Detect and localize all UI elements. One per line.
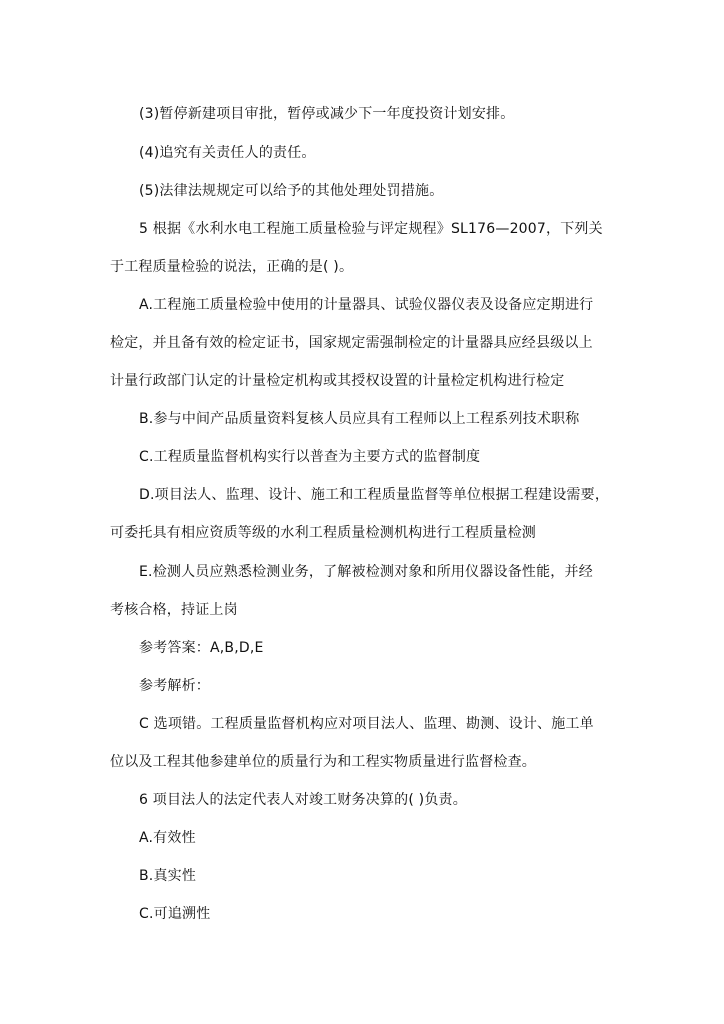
option-a-line: 计量行政部门认定的计量检定机构或其授权设置的计量检定机构进行检定: [110, 373, 565, 389]
q6-option-c-line: C.可追溯性: [139, 906, 211, 922]
analysis-heading: 参考解析：: [139, 678, 210, 694]
analysis-line: C 选项错。工程质量监督机构应对项目法人、监理、勘测、设计、施工单: [139, 716, 594, 732]
option-d-line: 可委托具有相应资质等级的水利工程质量检测机构进行工程质量检测: [110, 525, 536, 541]
paragraph-line: (3)暂停新建项目审批，暂停或减少下一年度投资计划安排。: [139, 106, 515, 122]
q6-option-a-line: A.有效性: [139, 830, 196, 846]
question-5-line: 5 根据《水利水电工程施工质量检验与评定规程》SL176—2007，下列关: [139, 221, 603, 237]
option-b-line: B.参与中间产品质量资料复核人员应具有工程师以上工程系列技术职称: [139, 411, 580, 427]
option-e-line: 考核合格，持证上岗: [110, 602, 238, 618]
option-c-line: C.工程质量监督机构实行以普查为主要方式的监督制度: [139, 449, 481, 465]
option-a-line: 检定，并且备有效的检定证书，国家规定需强制检定的计量器具应经县级以上: [110, 335, 593, 351]
question-6-line: 6 项目法人的法定代表人对竣工财务决算的( )负责。: [139, 792, 467, 808]
question-5-line: 于工程质量检验的说法，正确的是( )。: [110, 259, 354, 275]
option-a-line: A.工程施工质量检验中使用的计量器具、试验仪器仪表及设备应定期进行: [139, 297, 594, 313]
paragraph-line: (4)追究有关责任人的责任。: [139, 145, 316, 161]
option-e-line: E.检测人员应熟悉检测业务，了解被检测对象和所用仪器设备性能，并经: [139, 564, 593, 580]
answer-line: 参考答案：A,B,D,E: [139, 640, 264, 656]
option-d-line: D.项目法人、监理、设计、施工和工程质量监督等单位根据工程建设需要，: [139, 487, 610, 503]
analysis-line: 位以及工程其他参建单位的质量行为和工程实物质量进行监督检查。: [110, 754, 536, 770]
q6-option-b-line: B.真实性: [139, 868, 197, 884]
paragraph-line: (5)法律法规规定可以给予的其他处理处罚措施。: [139, 183, 444, 199]
